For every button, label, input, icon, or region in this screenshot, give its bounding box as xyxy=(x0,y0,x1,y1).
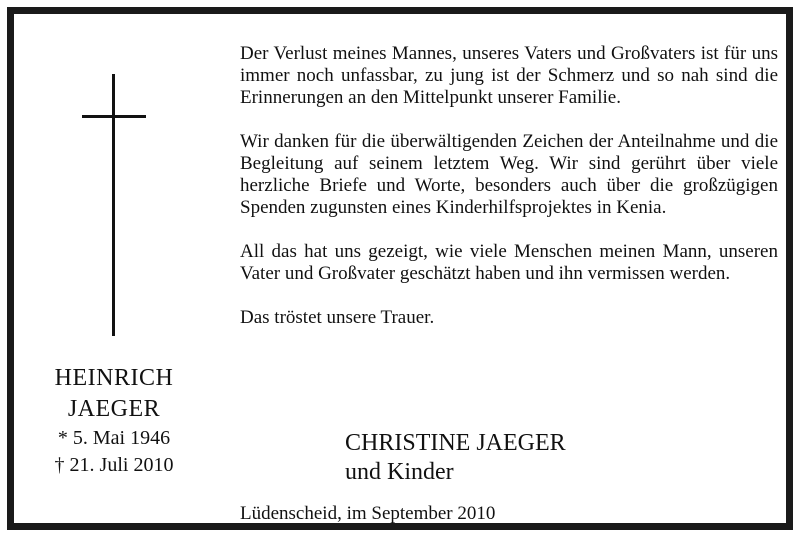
signer-family: und Kinder xyxy=(345,459,454,485)
signer-name: CHRISTINE JAEGER xyxy=(345,430,566,456)
deceased-last-name: JAEGER xyxy=(67,396,161,422)
place-date: Lüdenscheid, im September 2010 xyxy=(240,503,496,524)
deceased-info xyxy=(28,363,200,479)
death-date: † 21. Juli 2010 xyxy=(54,454,174,476)
obituary-frame xyxy=(7,7,793,530)
cross-vertical-bar xyxy=(112,74,115,336)
paragraph: Der Verlust meines Mannes, unseres Vaters und Großvaters ist für uns immer noch unfassbar, zu jung ist der Schmerz und so nah sind die Erinnerungen an den Mittelpunkt unserer Familie. xyxy=(240,43,778,108)
deceased-first-name: HEINRICH xyxy=(54,365,174,391)
birth-date: * 5. Mai 1946 xyxy=(57,427,171,449)
paragraph: All das hat uns gezeigt, wie viele Menschen meinen Mann, unseren Vater und Großvater geschätzt haben und ihn vermissen werden. xyxy=(240,241,778,284)
cross-horizontal-bar xyxy=(82,115,146,118)
paragraph: Wir danken für die überwältigenden Zeichen der Anteilnahme und die Begleitung auf seinem letztem Weg. Wir sind gerührt über viele herzliche Briefe und Worte, besonders auch über die großzügigen Spenden zugunsten eines Kinderhilfsprojektes in Kenia. xyxy=(240,131,778,218)
obituary-text xyxy=(240,43,778,329)
closing-line: Das tröstet unsere Trauer. xyxy=(240,307,435,328)
signers xyxy=(345,429,566,487)
